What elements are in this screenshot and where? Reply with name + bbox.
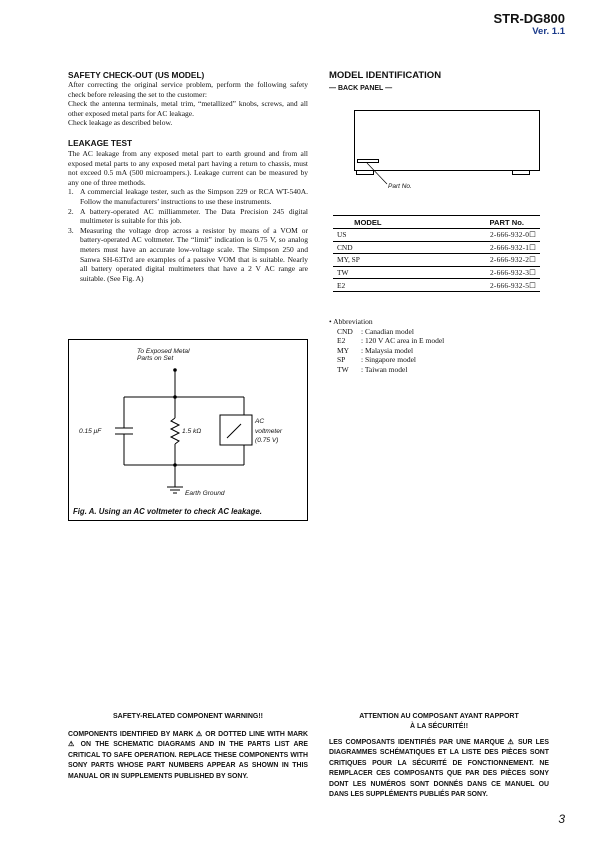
label-meter-ac: AC <box>255 418 265 425</box>
abbreviation-code: SP <box>337 355 346 365</box>
label-meter-value: (0.75 V) <box>255 437 279 444</box>
safety-title: SAFETY CHECK-OUT (US MODEL) <box>68 70 205 80</box>
safety-paragraph-1: After correcting the original service problem, perform the following safety check before releasing the set to the customer: <box>68 80 308 99</box>
abbreviation-list <box>329 317 444 375</box>
list-item <box>329 355 444 365</box>
right-column <box>329 70 551 94</box>
abbreviation-code: E2 <box>337 336 346 346</box>
warning-title-fr-1: ATTENTION AU COMPOSANT AYANT RAPPORT <box>359 713 519 720</box>
model-part-table <box>333 215 540 292</box>
model-title: STR-DG800 <box>493 11 565 26</box>
part-number-label: Part No. <box>388 183 412 190</box>
list-item <box>329 327 444 337</box>
warning-body-fr: LES COMPOSANTS IDENTIFIÉS PAR UNE MARQUE ⚠ SUR LES DIAGRAMMES SCHÉMATIQUES ET LA LISTE DES PIÈCES SONT CRITIQUES POUR LA SÉCURITÉ DE FONCTIONNEMENT. NE REMPLACER CES COMPOSANTS QUE PAR DES PIÈCES SONY DONT LES NUMÉROS SONT DONNÉS DANS CE MANUEL OU DANS LES SUPPLÉMENTS PUBLIÉS PAR SONY. <box>329 739 549 799</box>
label-meter-voltmeter: voltmeter <box>255 428 283 435</box>
part-cell: 2-666-932-0☐ <box>403 229 540 242</box>
page-header <box>493 12 565 38</box>
label-exposed-metal: To Exposed Metal <box>137 348 190 355</box>
safety-paragraph-2: Check the antenna terminals, metal trim, “metallized” knobs, screws, and all other exposed metal parts for AC leakage. <box>68 99 308 118</box>
abbreviation-desc: : Taiwan model <box>361 364 408 374</box>
warning-title-en: SAFETY-RELATED COMPONENT WARNING!! <box>113 713 263 720</box>
label-earth-ground: Earth Ground <box>185 490 225 497</box>
list-item <box>68 226 308 284</box>
list-item-number: 3. <box>68 225 74 235</box>
list-item <box>329 346 444 356</box>
figure-caption: Fig. A. Using an AC voltmeter to check AC leakage. <box>73 507 262 516</box>
table-row <box>333 229 540 242</box>
list-item <box>68 187 308 206</box>
model-cell: US <box>333 229 403 242</box>
part-cell: 2-666-932-3☐ <box>403 266 540 279</box>
warning-title-fr-2: À LA SÉCURITÉ!! <box>409 723 469 730</box>
abbreviation-desc: : Singapore model <box>361 355 416 365</box>
column-header-part-no: PART No. <box>403 216 540 229</box>
list-item-number: 2. <box>68 206 74 216</box>
column-header-model: MODEL <box>333 216 403 229</box>
label-resistor-value: 1.5 kΩ <box>182 428 202 435</box>
safety-paragraph-3: Check leakage as described below. <box>68 118 173 128</box>
figure-a <box>68 339 308 521</box>
part-cell: 2-666-932-1☐ <box>403 241 540 254</box>
list-item-text: A battery-operated AC milliammeter. The Data Precision 245 digital multimeter is suitable for this job. <box>80 206 308 226</box>
safety-warning-english <box>68 712 308 782</box>
model-cell: E2 <box>333 279 403 292</box>
list-item <box>329 336 444 346</box>
model-identification-title: MODEL IDENTIFICATION <box>329 70 442 81</box>
leakage-intro: The AC leakage from any exposed metal part to earth ground and from all exposed metal parts to any exposed metal part having a return to chassis, must not exceed 0.5 mA (500 microampers.). Leakage current can be measured by any one of three methods. <box>68 148 308 187</box>
table-row <box>333 279 540 292</box>
abbreviation-desc: : 120 V AC area in E model <box>361 336 445 346</box>
label-capacitor-value: 0.15 μF <box>79 428 102 435</box>
model-cell: TW <box>333 266 403 279</box>
table-header-row <box>333 216 540 229</box>
version-label: Ver. 1.1 <box>532 26 565 37</box>
label-parts-on-set: Parts on Set <box>137 355 174 362</box>
model-cell: MY, SP <box>333 254 403 267</box>
table-row <box>333 266 540 279</box>
abbreviation-desc: : Malaysia model <box>361 345 414 355</box>
list-item <box>68 207 308 226</box>
page-number: 3 <box>558 812 565 826</box>
warning-body-en: COMPONENTS IDENTIFIED BY MARK ⚠ OR DOTTED LINE WITH MARK ⚠ ON THE SCHEMATIC DIAGRAMS AND IN THE PARTS LIST ARE CRITICAL TO SAFE OPERATION. REPLACE THESE COMPONENTS WITH SONY PARTS WHOSE PART NUMBERS APPEAR AS SHOWN IN THIS MANUAL OR IN SUPPLEMENTS PUBLISHED BY SONY. <box>68 731 308 780</box>
leakage-title: LEAKAGE TEST <box>68 137 133 148</box>
list-item-text: Measuring the voltage drop across a resistor by means of a VOM or battery-operated AC voltmeter. The “limit” indication is 0.75 V, so analog meters must have an accurate low-voltage scale. The Simpson 250 and Sanwa SH-63Trd are examples of a passive VOM that is suitable. Nearly all battery operated digital multimeters that have a 2 V AC range are suitable. (See Fig. A) <box>80 225 308 283</box>
part-cell: 2-666-932-2☐ <box>403 254 540 267</box>
list-item-number: 1. <box>68 187 74 197</box>
abbreviation-code: MY <box>337 345 350 355</box>
part-cell: 2-666-932-5☐ <box>403 279 540 292</box>
table-row <box>333 241 540 254</box>
left-column <box>68 70 308 283</box>
list-item-text: A commercial leakage tester, such as the Simpson 229 or RCA WT-540A. Follow the manufacturers’ instructions to use these instruments. <box>80 187 308 206</box>
panel-foot-right <box>512 170 530 175</box>
leakage-method-list <box>68 187 308 283</box>
abbreviation-desc: : Canadian model <box>361 326 414 336</box>
safety-warning-french <box>329 712 549 800</box>
abbreviation-code: CND <box>337 326 353 336</box>
model-cell: CND <box>333 241 403 254</box>
abbreviation-title: • Abbreviation <box>329 317 373 326</box>
back-panel-subtitle: — BACK PANEL — <box>329 85 393 92</box>
list-item <box>329 365 444 375</box>
table-row <box>333 254 540 267</box>
abbreviation-code: TW <box>337 364 349 374</box>
